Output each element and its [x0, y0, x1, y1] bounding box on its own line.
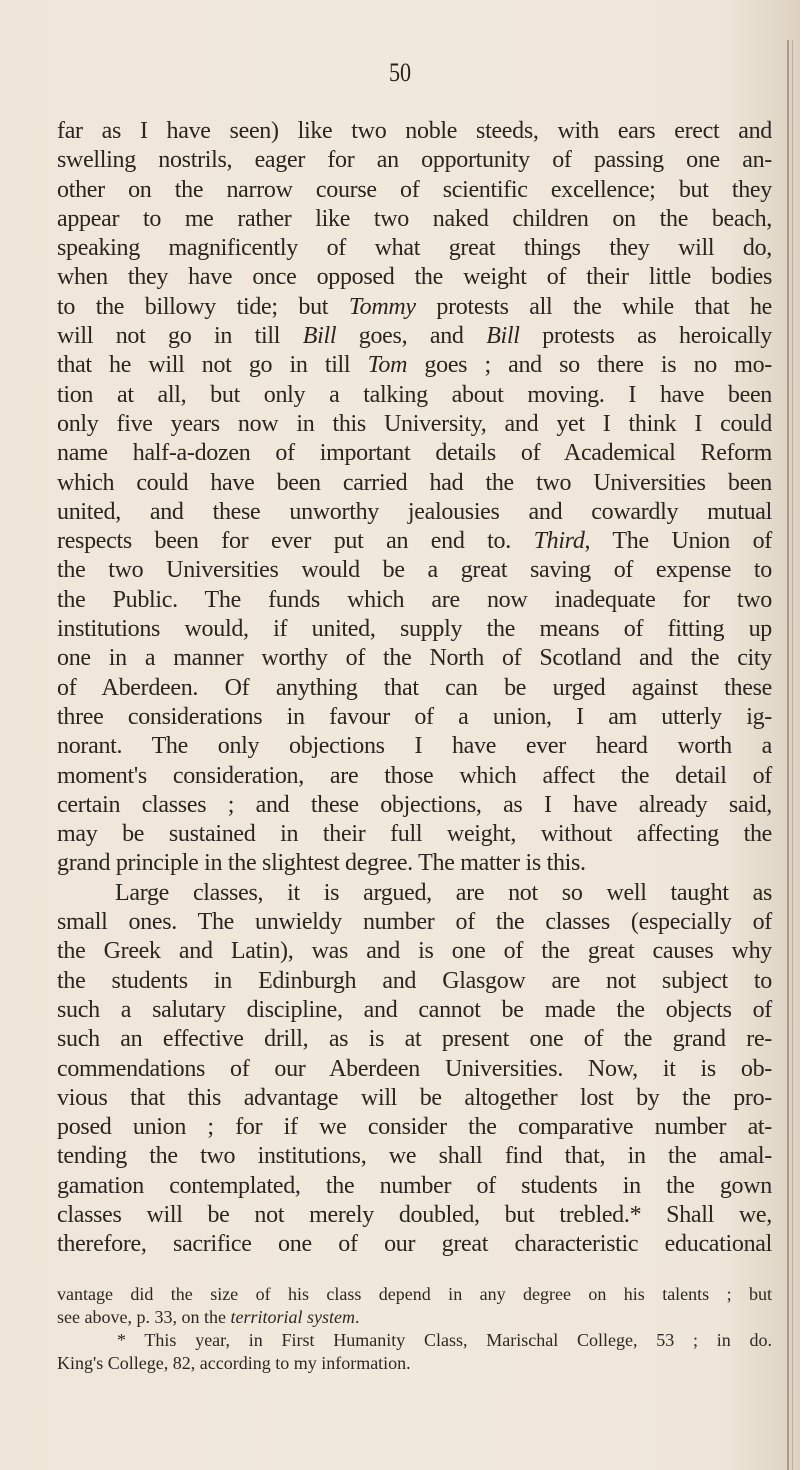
text-line	[57, 527, 772, 556]
text-line: tion at all, but only a talking about moving. I have been	[57, 381, 772, 408]
text-segment: that he will not go in till	[57, 352, 368, 379]
text-line: other on the narrow course of scientific excellence; but they	[57, 176, 772, 203]
text-line: the two Universities would be a great saving of expense to	[57, 557, 772, 584]
text-segment: to the billowy tide; but	[57, 293, 349, 320]
italic-territorial-system: territorial system	[230, 1307, 355, 1327]
text-line: only five years now in this University, and yet I think I could	[57, 410, 772, 437]
text-line: such a salutary discipline, and cannot be made the objects of	[57, 996, 772, 1023]
text-line: therefore, sacrifice one of our great characteristic educational	[57, 1231, 772, 1258]
text-line: posed union ; for if we consider the comparative number at-	[57, 1114, 772, 1141]
text-line: three considerations in favour of a union, I am utterly ig-	[57, 703, 772, 730]
italic-third: Third	[533, 528, 585, 555]
body-text	[57, 117, 772, 1260]
italic-name-tom: Tom	[367, 352, 408, 379]
text-line: such an effective drill, as is at present one of the grand re-	[57, 1026, 772, 1053]
text-segment: protests all the while that he	[415, 293, 772, 320]
italic-name-bill: Bill	[486, 323, 520, 350]
text-line: may be sustained in their full weight, without affecting the	[57, 821, 772, 848]
text-line: institutions would, if united, supply the means of fitting up	[57, 616, 772, 643]
text-line: vious that this advantage will be altogether lost by the pro-	[57, 1084, 772, 1111]
text-line: the students in Edinburgh and Glasgow are not subject to	[57, 967, 772, 994]
page-number: 50	[388, 58, 412, 87]
text-line: speaking magnificently of what great things they will do,	[57, 235, 772, 262]
text-line: tending the two institutions, we shall find that, in the amal-	[57, 1143, 772, 1170]
text-line: far as I have seen) like two noble steeds, with ears erect and	[57, 118, 772, 144]
text-segment: .	[354, 1307, 360, 1327]
text-line: united, and these unworthy jealousies and cowardly mutual	[57, 498, 772, 525]
text-line: which could have been carried had the two Universities been	[57, 469, 772, 496]
text-segment: goes ; and so there is no mo-	[407, 352, 772, 379]
text-line-paragraph-end: grand principle in the slightest degree. The matter is this.	[57, 850, 586, 877]
text-line: the Greek and Latin), was and is one of the great causes why	[57, 938, 772, 965]
text-segment: see above, p. 33, on the	[57, 1307, 231, 1327]
text-line: name half-a-dozen of important details of Academical Reform	[57, 440, 772, 467]
text-line: swelling nostrils, eager for an opportunity of passing one an-	[57, 147, 772, 174]
footnote-line: King's College, 82, according to my information.	[57, 1353, 411, 1373]
italic-name-tommy: Tommy	[348, 293, 416, 320]
text-line-paragraph-start: Large classes, it is argued, are not so well taught as	[115, 879, 772, 906]
text-line: small ones. The unwieldy number of the classes (especially of	[57, 909, 772, 936]
text-line: of Aberdeen. Of anything that can be urged against these	[57, 674, 772, 701]
text-line: certain classes ; and these objections, as I have already said,	[57, 791, 772, 818]
footnote-asterisk-line: * This year, in First Humanity Class, Marischal College, 53 ; in do.	[117, 1330, 772, 1350]
text-line: norant. The only objections I have ever heard worth a	[57, 733, 772, 760]
footnote-line: vantage did the size of his class depend in any degree on his talents ; but	[57, 1284, 772, 1304]
text-line	[57, 322, 772, 351]
text-segment: , The Union of	[584, 528, 772, 555]
text-segment: respects been for ever put an end to.	[57, 528, 534, 555]
text-line: one in a manner worthy of the North of Scotland and the city	[57, 645, 772, 672]
italic-name-bill: Bill	[302, 323, 337, 350]
footnotes	[57, 1283, 772, 1375]
text-segment: goes, and	[336, 323, 487, 350]
text-line: commendations of our Aberdeen Universities. Now, it is ob-	[57, 1055, 772, 1082]
text-line: gamation contemplated, the number of students in the gown	[57, 1172, 772, 1199]
text-line: moment's consideration, are those which affect the detail of	[57, 762, 772, 789]
page-edge-line	[787, 40, 789, 1470]
text-segment: will not go in till	[57, 323, 303, 350]
text-line: appear to me rather like two naked children on the beach,	[57, 205, 772, 232]
page-edge-line-secondary	[792, 40, 793, 1470]
text-line	[57, 351, 772, 380]
text-segment: protests as heroically	[519, 323, 772, 350]
footnote-line	[57, 1306, 772, 1329]
text-line: the Public. The funds which are now inadequate for two	[57, 586, 772, 613]
text-line	[57, 293, 772, 322]
text-line: classes will be not merely doubled, but trebled.* Shall we,	[57, 1201, 772, 1228]
text-line: when they have once opposed the weight of their little bodies	[57, 264, 772, 291]
